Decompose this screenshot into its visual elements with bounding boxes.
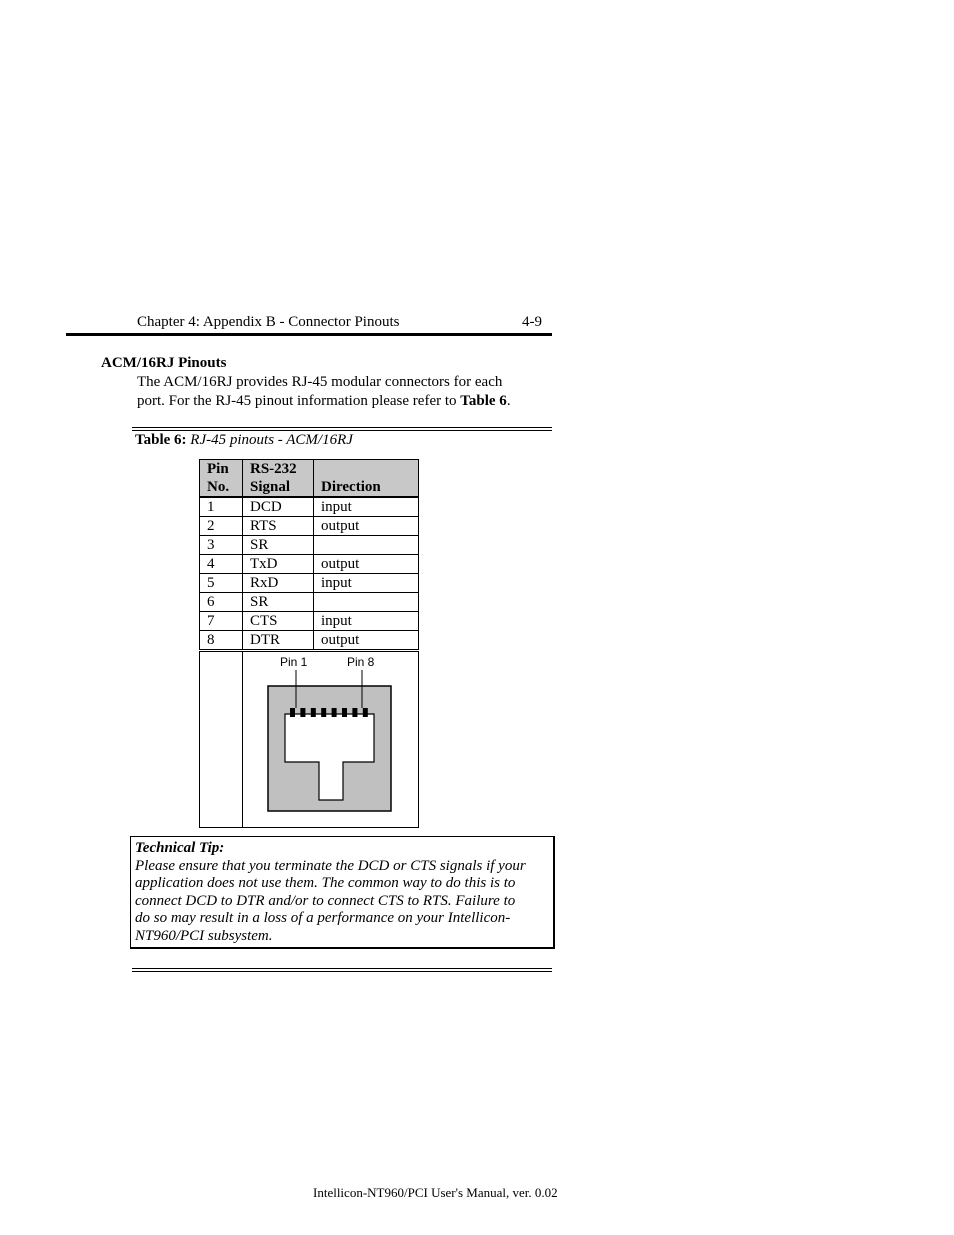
- contact-pin: [321, 708, 326, 717]
- diagram-cell: [243, 651, 419, 828]
- cell-pin: 7: [200, 612, 243, 631]
- pin8-label: Pin 8: [347, 655, 375, 669]
- cell-signal: SR: [243, 593, 314, 612]
- para-end: .: [506, 393, 511, 409]
- tip-line: NT960/PCI subsystem.: [135, 927, 273, 944]
- rj45-connector-diagram: [243, 652, 418, 822]
- para-line-1: The ACM/16RJ provides RJ-45 modular connectors for each: [137, 374, 503, 390]
- header-signal-line2: Signal: [250, 479, 291, 495]
- table-reference: Table 6: [460, 393, 507, 409]
- table-row: [200, 536, 419, 555]
- diagram-blank-cell: [200, 651, 243, 828]
- table-bottom-rule: [132, 968, 552, 972]
- table-row: [200, 574, 419, 593]
- cell-signal: SR: [243, 536, 314, 555]
- pin1-label: Pin 1: [280, 655, 308, 669]
- contact-pin: [363, 708, 368, 717]
- tip-line: do so may result in a loss of a performance on your Intellicon-: [135, 910, 511, 927]
- header-signal: [243, 460, 314, 498]
- table-row: [200, 612, 419, 631]
- pinout-table: [199, 459, 419, 828]
- cell-pin: 8: [200, 631, 243, 651]
- cell-pin: 5: [200, 574, 243, 593]
- diagram-row: [200, 651, 419, 828]
- cell-pin: 3: [200, 536, 243, 555]
- tip-line: Please ensure that you terminate the DCD or CTS signals if your: [135, 857, 526, 874]
- contact-pin: [342, 708, 347, 717]
- table-row: [200, 517, 419, 536]
- cell-pin: 4: [200, 555, 243, 574]
- cell-signal: RTS: [243, 517, 314, 536]
- header-signal-line1: RS-232: [250, 461, 297, 477]
- table-row: [200, 497, 419, 517]
- table-row: [200, 631, 419, 651]
- cell-direction: output: [314, 631, 419, 651]
- running-header-page-number: 4-9: [522, 314, 542, 330]
- technical-tip-box: [130, 836, 555, 949]
- header-pin-line1: Pin: [207, 461, 229, 477]
- table-top-rule: [132, 427, 552, 431]
- cell-signal: TxD: [243, 555, 314, 574]
- table-row: [200, 555, 419, 574]
- contact-pin: [332, 708, 337, 717]
- cell-direction: output: [314, 517, 419, 536]
- contact-pin: [352, 708, 357, 717]
- para-line-2: port. For the RJ-45 pinout information please refer to: [137, 393, 461, 409]
- header-pin: [200, 460, 243, 498]
- cell-signal: CTS: [243, 612, 314, 631]
- cell-direction: input: [314, 497, 419, 517]
- section-paragraph: [137, 373, 547, 411]
- table-caption: [135, 432, 353, 449]
- page-footer: Intellicon-NT960/PCI User's Manual, ver. 0.02: [313, 1185, 558, 1200]
- header-pin-line2: No.: [207, 479, 230, 495]
- cell-signal: DCD: [243, 497, 314, 517]
- section-title: ACM/16RJ Pinouts: [101, 355, 227, 371]
- tip-title: Technical Tip:: [135, 840, 225, 856]
- cell-pin: 1: [200, 497, 243, 517]
- cell-direction: [314, 536, 419, 555]
- cell-direction: input: [314, 612, 419, 631]
- cell-pin: 2: [200, 517, 243, 536]
- header-rule: [66, 333, 552, 336]
- contact-pin: [300, 708, 305, 717]
- contact-pin: [311, 708, 316, 717]
- cell-signal: DTR: [243, 631, 314, 651]
- header-direction: Direction: [314, 460, 419, 498]
- cell-pin: 6: [200, 593, 243, 612]
- tip-line: application does not use them. The common way to do this is to: [135, 875, 516, 892]
- table-header-row: [200, 460, 419, 498]
- tip-line: connect DCD to DTR and/or to connect CTS to RTS. Failure to: [135, 892, 516, 909]
- caption-text: RJ-45 pinouts - ACM/16RJ: [190, 432, 353, 448]
- contact-pin: [290, 708, 295, 717]
- cell-direction: output: [314, 555, 419, 574]
- cell-direction: input: [314, 574, 419, 593]
- caption-label: Table 6:: [135, 432, 187, 448]
- table-row: [200, 593, 419, 612]
- cell-direction: [314, 593, 419, 612]
- running-header-chapter: Chapter 4: Appendix B - Connector Pinouts: [137, 314, 400, 330]
- cell-signal: RxD: [243, 574, 314, 593]
